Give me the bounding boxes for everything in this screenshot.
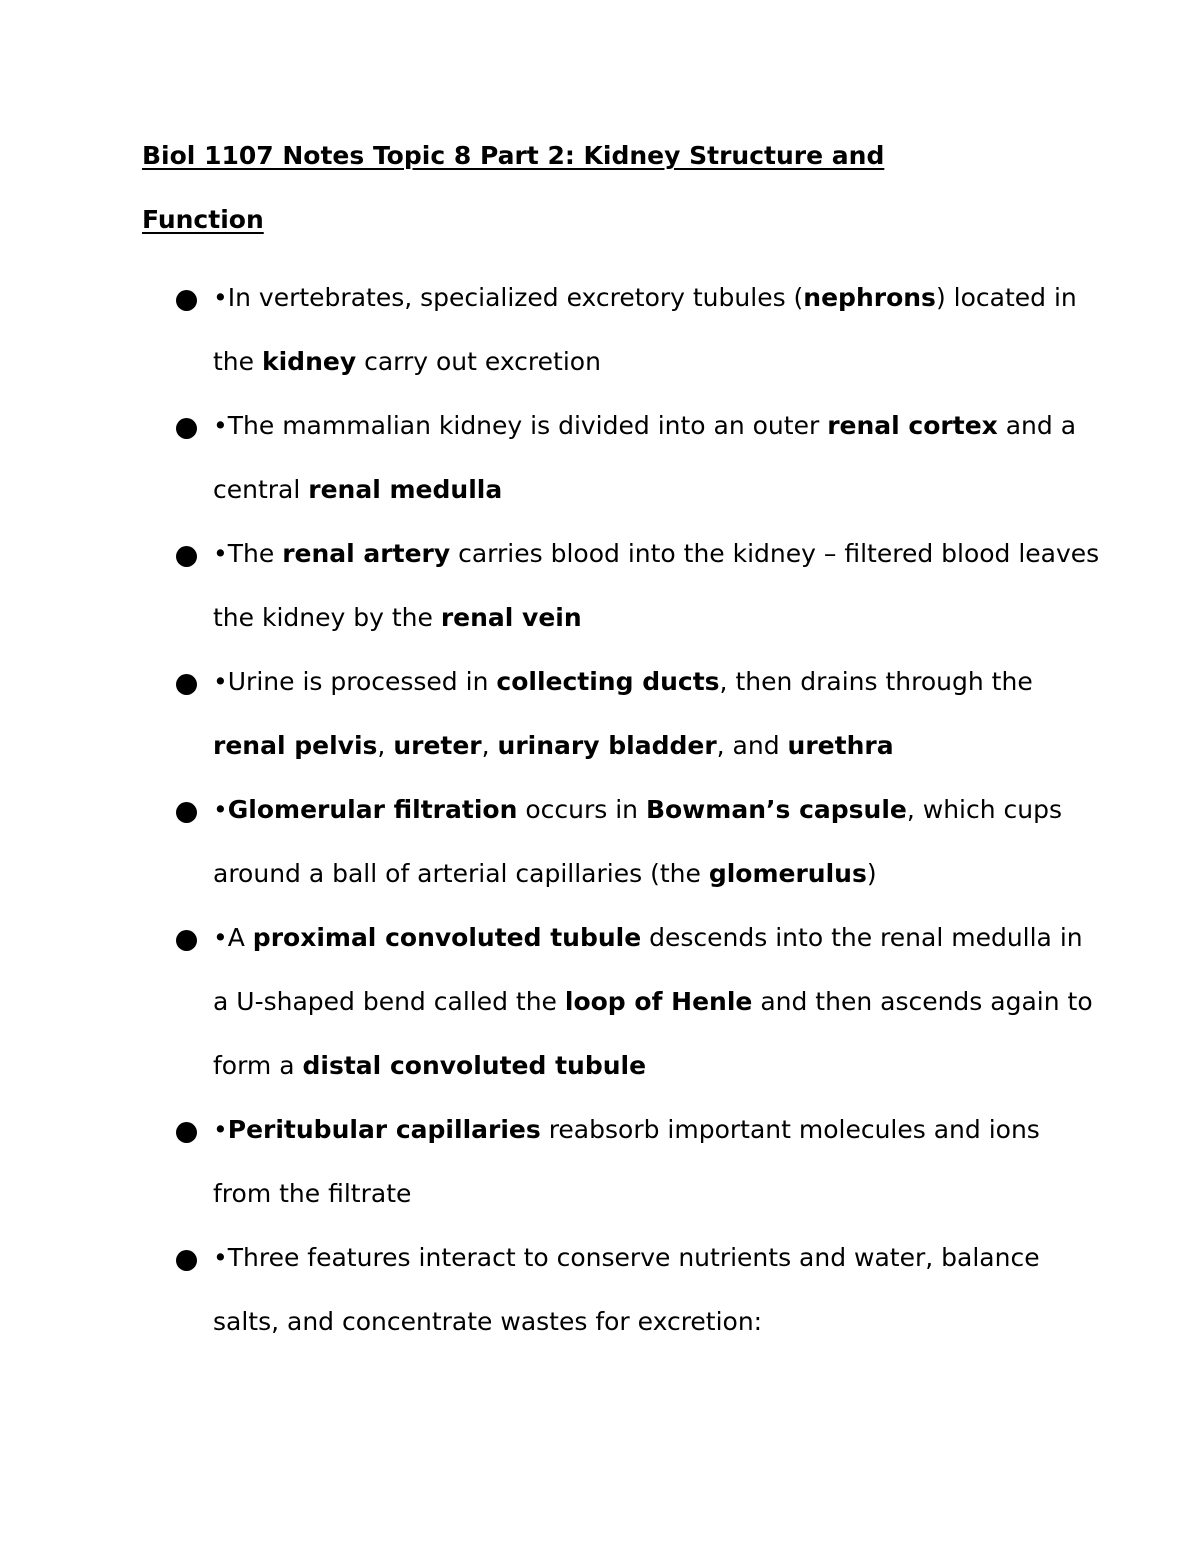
bullet-icon <box>176 802 197 823</box>
text-segment: occurs in <box>517 795 646 824</box>
text-segment: and a central <box>213 411 1077 504</box>
list-item-text <box>213 667 1033 760</box>
bold-term: urinary bladder <box>497 731 717 760</box>
text-segment: ) located in the <box>213 283 1077 376</box>
text-segment: carries blood into the kidney – filtered blood leaves the kidney by the <box>213 539 1100 632</box>
list-item-text <box>213 795 1062 888</box>
bold-term: renal artery <box>282 539 451 568</box>
bold-term: kidney <box>261 347 357 376</box>
bold-term: renal pelvis <box>213 731 378 760</box>
bullet-icon <box>176 290 197 311</box>
text-segment: •A <box>213 923 253 952</box>
text-segment: , <box>481 731 498 760</box>
bold-term: distal convoluted tubule <box>302 1051 647 1080</box>
bold-term: renal medulla <box>308 475 503 504</box>
text-segment: descends into the renal medulla in a U-shaped bend called the <box>213 923 1083 1016</box>
text-segment: ) <box>866 859 877 888</box>
list-item <box>142 650 1102 778</box>
bold-term: ureter <box>393 731 482 760</box>
bullet-icon <box>176 930 197 951</box>
text-segment: •The mammalian kidney is divided into an outer <box>213 411 828 440</box>
list-item-text <box>213 539 1099 632</box>
text-segment: carry out excretion <box>356 347 601 376</box>
list-item-text <box>213 923 1093 1080</box>
bullet-icon <box>176 674 197 695</box>
bold-term: Glomerular filtration <box>227 795 518 824</box>
list-item <box>142 906 1102 1098</box>
list-item-text <box>213 283 1077 376</box>
list-item <box>142 1226 1102 1354</box>
list-item <box>142 266 1102 394</box>
text-segment: • <box>213 795 228 824</box>
bold-term: urethra <box>787 731 894 760</box>
list-item <box>142 394 1102 522</box>
title-line-2: Function <box>142 205 264 234</box>
list-item <box>142 1098 1102 1226</box>
bold-term: renal cortex <box>827 411 998 440</box>
text-segment: , then drains through the <box>719 667 1033 696</box>
bold-term: loop of Henle <box>564 987 753 1016</box>
bold-term: renal vein <box>440 603 582 632</box>
text-segment: and then ascends again to form a <box>213 987 1093 1080</box>
text-segment: , <box>377 731 394 760</box>
bullet-icon <box>176 418 197 439</box>
document-title <box>142 124 1102 252</box>
bold-term: Peritubular capillaries <box>227 1115 541 1144</box>
text-segment: •In vertebrates, specialized excretory tubules ( <box>213 283 804 312</box>
bold-term: proximal convoluted tubule <box>252 923 642 952</box>
list-item-text <box>213 1115 1040 1208</box>
text-segment: •The <box>213 539 283 568</box>
bold-term: glomerulus <box>708 859 867 888</box>
list-item-text <box>213 411 1076 504</box>
text-segment: , which cups around a ball of arterial capillaries (the <box>213 795 1063 888</box>
text-segment: reabsorb important molecules and ions from the filtrate <box>213 1115 1040 1208</box>
text-segment: •Urine is processed in <box>213 667 497 696</box>
bullet-icon <box>176 1122 197 1143</box>
text-segment: •Three features interact to conserve nutrients and water, balance salts, and concentrate wastes for excretion: <box>213 1243 1040 1336</box>
text-segment: • <box>213 1115 228 1144</box>
bold-term: Bowman’s capsule <box>645 795 907 824</box>
text-segment: , and <box>716 731 788 760</box>
list-item-text <box>213 1243 1040 1336</box>
bullet-icon <box>176 546 197 567</box>
bullet-icon <box>176 1250 197 1271</box>
bold-term: collecting ducts <box>496 667 720 696</box>
bold-term: nephrons <box>803 283 936 312</box>
list-item <box>142 778 1102 906</box>
notes-list <box>142 266 1102 1354</box>
title-line-1: Biol 1107 Notes Topic 8 Part 2: Kidney Structure and <box>142 141 885 170</box>
list-item <box>142 522 1102 650</box>
